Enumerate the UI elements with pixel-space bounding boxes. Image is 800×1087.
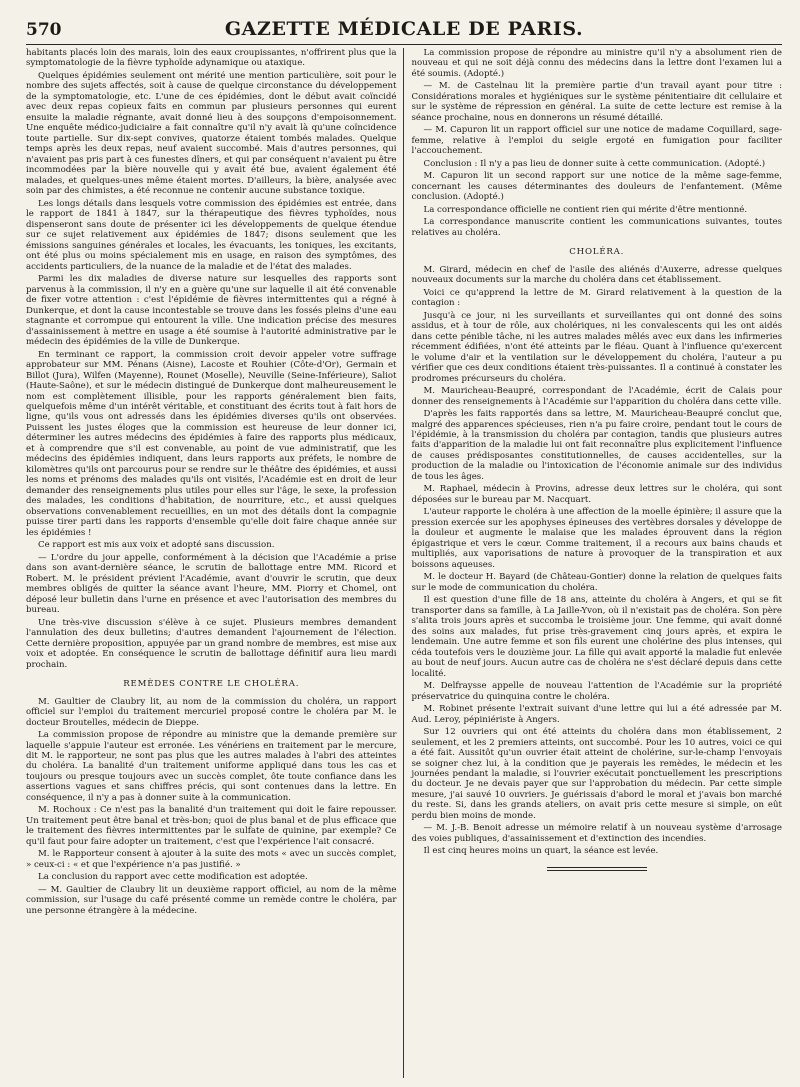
section-title-cholera: CHOLÉRA. bbox=[569, 247, 625, 258]
paragraph: Il est question d'une fille de 18 ans, atteinte du choléra à Angers, et qui se fit transporter dans sa famille, à La Jaille-Yvon, où il n'existait pas de choléra. Son père s'alita trois jours après et succomba le troisième jour. Une femme, qui avait donné des soins aux malades, fut prise très-gravement cinq jours après, et expira le lendemain. Une autre femme et son fils eurent une cholérine des plus intenses, qui céda toutefois vers le douzième jour. La fille qui avait apporté la maladie fut enlevée au bout de neuf jours. Aucun autre cas de choléra ne s'est déclaré depuis dans cette localité. bbox=[411, 595, 782, 679]
paragraph: M. Girard, médecin en chef de l'asile des aliénés d'Auxerre, adresse quelques nouveaux documents sur la marche du choléra dans cet établissement. bbox=[411, 264, 782, 286]
paragraph: M. Mauricheau-Beaupré, correspondant de l'Académie, écrit de Calais pour donner des renseignements à l'Académie sur l'apparition du choléra dans cette ville. bbox=[411, 386, 782, 407]
paragraph: Conclusion : Il n'y a pas lieu de donner suite à cette communication. (Adopté.) bbox=[423, 158, 766, 169]
paragraph: — L'ordre du jour appelle, conformément à la décision que l'Académie a prise dans son avant-dernière séance, le scrutin de ballottage entre MM. Ricord et Robert. M. le président prévient l'Académie, avant d'ouvrir le scrutin, que deux membres obligés de quitter la séance avant l'heure, MM. Piorry et Chomel, ont déposé leur bulletin dans l'urne en présence et avec l'autorisation des membres du bureau. bbox=[26, 552, 397, 616]
paragraph: — M. de Castelnau lit la première partie d'un travail ayant pour titre : Considérations morales et hygiéniques sur le système pénitentiaire dit cellulaire et sur le système de répression en général. La suite de cette lecture est remise à la séance prochaine, nous en donnerons un résumé détaillé. bbox=[411, 81, 782, 123]
journal-title: GAZETTE MÉDICALE DE PARIS. bbox=[224, 18, 584, 40]
paragraph: L'auteur rapporte le choléra à une affection de la moelle épinière; il assure que la pression exercée sur les apophyses épineuses des vertèbres dorsales y développe de la douleur et augmente le malaise que les malades éprouvent dans la région épigastrique et vers le cœur. Comme traitement, il a recours aux bains chauds et multipliés, aux vaporisations de nature à provoquer de la transpiration et aux boissons aqueuses. bbox=[411, 507, 782, 570]
paragraph: La commission propose de répondre au ministre que la demande première sur laquelle s'appuie l'auteur est erronée. Les vénériens en traitement par le mercure, dit M. le rapporteur, ne sont pas plus que les autres malades à l'abri des atteintes du choléra. La banalité d'un traitement uniforme appliqué dans tous les cas et toujours ou presque toujours avec un succès complet, ôte toute confiance dans les assertions vagues et sans chiffres précis, qui sont contenues dans la lettre. En conséquence, il n'y a pas à donner suite à la communication. bbox=[26, 730, 397, 803]
paragraph: — M. J.-B. Benoit adresse un mémoire relatif à un nouveau système d'arrosage des voies publiques, d'assainissement et d'extinction des incendies. bbox=[411, 823, 782, 844]
section-title-remedes: REMÈDES CONTRE LE CHOLÉRA. bbox=[123, 679, 300, 690]
paragraph: Jusqu'à ce jour, ni les surveillants et surveillantes qui ont donné des soins assidus, et à tour de rôle, aux cholériques, ni les convalescents qui les ont aidés dans cette pénible tâche, ni les autres malades mêlés avec eux dans les infirmeries récemment édifiées, n'ont été atteints par le fléau. Quant à l'influence qu'exercent le volume d'air et la ventilation sur le développement du choléra, l'auteur a pu vérifier que ces deux conditions étaient très-puissantes. Il a continué à constater les prodromes précurseurs du choléra. bbox=[411, 310, 782, 384]
paragraph: M. le Rapporteur consent à ajouter à la suite des mots « avec un succès complet, » ceux-ci : « et que l'expérience n'a pas justifié. » bbox=[26, 849, 397, 870]
page-number: 570 bbox=[26, 20, 62, 40]
paragraph: Il est cinq heures moins un quart, la séance est levée. bbox=[423, 846, 659, 857]
paragraph: habitants placés loin des marais, loin des eaux croupissantes, n'offrirent plus que la symptomatologie de la fièvre typhoïde adynamique ou ataxique. bbox=[26, 48, 397, 69]
article-columns bbox=[26, 48, 782, 1078]
right-column bbox=[404, 48, 783, 1078]
paragraph: — M. Gaultier de Claubry lit un deuxième rapport officiel, au nom de la même commission, sur l'usage du café présenté comme un remède contre le choléra, par une personne étrangère à la médecine. bbox=[26, 884, 397, 916]
paragraph: M. Delfraysse appelle de nouveau l'attention de l'Académie sur la propriété préservatrice du quinquina contre le choléra. bbox=[411, 681, 782, 702]
paragraph: En terminant ce rapport, la commission croit devoir appeler votre suffrage approbateur sur MM. Pénans (Aisne), Lacoste et Rouhier (Côte-d'Or), Germain et Billot (Jura), Wilfen (Mayenne), Rounet (Moselle), Neuville (Seine-Inférieure), Saliot (Haute-Saône), et sur le médecin distingué de Dunkerque dont malheureusement le nom est complètement illisible, pour les rapports généralement bien faits, quelquefois même d'un intérêt véritable, et constituant des écrits tout à fait hors de ligne, qu'ils vous ont adressés dans les épidémies diverses qu'ils ont observées. Puissent les justes éloges que la commission est heureuse de leur donner ici, déterminer les autres médecins des épidémies à faire des rapports plus médicaux, et à comprendre que s'il est convenable, au point de vue administratif, que les médecins des épidémies indiquent, dans leurs rapports aux préfets, le nombre de kilomètres qu'ils ont parcourus pour se rendre sur le théâtre des épidémies, et aussi les noms et prénoms des malades qu'ils ont visités, l'Académie est en droit de leur demander des renseignements plus utiles pour elles sur l'âge, le sexe, la profession des malades, les conditions d'habitation, de nourriture, etc., et aussi quelques observations convenablement recueillies, en un mot des détails dont la compagnie puisse tirer parti dans les rapports d'ensemble qu'elle doit faire chaque année sur les épidémies ! bbox=[26, 349, 397, 538]
paragraph: La correspondance officielle ne contient rien qui mérite d'être mentionné. bbox=[423, 204, 748, 215]
end-rule bbox=[547, 870, 647, 871]
paragraph: La commission propose de répondre au ministre qu'il n'y a absolument rien de nouveau et qui ne soit déjà connu des médecins dans la lettre dont l'examen lui a été soumis. (Adopté.) bbox=[411, 48, 782, 79]
paragraph: M. le docteur H. Bayard (de Château-Gontier) donne la relation de quelques faits sur le mode de communication du choléra. bbox=[411, 572, 782, 593]
paragraph: Ce rapport est mis aux voix et adopté sans discussion. bbox=[38, 540, 275, 551]
left-column bbox=[26, 48, 403, 1078]
paragraph: M. Raphael, médecin à Provins, adresse deux lettres sur le choléra, qui sont déposées sur le bureau par M. Nacquart. bbox=[411, 484, 782, 505]
paragraph: Parmi les dix maladies de diverse nature sur lesquelles des rapports sont parvenus à la commission, il n'y en a guère qu'une sur laquelle il ait été convenable de fixer votre attention : c'est l'épidémie de fièvres intermittentes qui a régné à Dunkerque, et dont la cause incontestable se trouve dans les fossés pleins d'une eau stagnante et corrompue qui entourent la ville. Une indication précise des mesures d'assainissement à mettre en usage a été soumise à l'autorité administrative par le médecin des épidémies de la ville de Dunkerque. bbox=[26, 274, 397, 348]
paragraph: M. Capuron lit un second rapport sur une notice de la même sage-femme, concernant les causes déterminantes des douleurs de l'enfantement. (Même conclusion. (Adopté.) bbox=[411, 171, 782, 203]
paragraph: Les longs détails dans lesquels votre commission des épidémies est entrée, dans le rapport de 1841 à 1847, sur la thérapeutique des fièvres typhoïdes, nous dispenseront sans doute de présenter ici les développements de quelque étendue sur ce sujet relativement aux épidémies de 1847; disons seulement que les émissions sanguines générales et locales, les évacuants, les toniques, les excitants, ont été plus ou moins spécialement mis en usage, en raison des symptômes, des accidents particuliers, de la nuance de la maladie et de l'état des malades. bbox=[26, 198, 397, 272]
page-header bbox=[26, 14, 782, 45]
paragraph: Quelques épidémies seulement ont mérité une mention particulière, soit pour le nombre des sujets affectés, soit à cause de quelque circonstance du développement de la symptomatologie, etc. L'une de ces épidémies, dont le début avait coïncidé avec deux repas copieux faits en commun par plusieurs personnes qui eurent ensuite la maladie régnante, avait donné lieu à des soupçons d'empoisonnement. Une enquête médico-judiciaire a fait connaître qu'il n'y avait là qu'une coïncidence toute partielle. Sur dix-sept convives, quatorze étaient tombés malades. Quelque temps après les deux repas, neuf avaient succombé. Mais d'autres personnes, qui n'avaient pas pris part à ces funestes dîners, et qui par conséquent n'avaient pu être incommodées par la bière nouvelle qui y avait été bue, avaient également été malades, et quelques-unes même étaient mortes. D'ailleurs, la bière, analysée avec soin par des chimistes, a été reconnue ne contenir aucune substance toxique. bbox=[26, 70, 397, 197]
paragraph: M. Robinet présente l'extrait suivant d'une lettre qui lui a été adressée par M. Aud. Leroy, pépiniériste à Angers. bbox=[411, 704, 782, 725]
paragraph: Voici ce qu'apprend la lettre de M. Girard relativement à la question de la contagion : bbox=[411, 287, 782, 309]
paragraph: M. Gaultier de Claubry lit, au nom de la commission du choléra, un rapport officiel sur l'emploi du traitement mercuriel proposé contre le choléra par M. le docteur Broutelles, médecin de Dieppe. bbox=[26, 696, 397, 728]
paragraph: — M. Capuron lit un rapport officiel sur une notice de madame Coquillard, sage-femme, relative à l'emploi du seigle ergoté en fumigation pour faciliter l'accouchement. bbox=[411, 125, 782, 157]
paragraph: M. Rochoux : Ce n'est pas la banalité d'un traitement qui doit le faire repousser. Un traitement peut être banal et très-bon; quoi de plus banal et de plus efficace que le traitement des fièvres intermittentes par le sulfate de quinine, par exemple? Ce qu'il faut pour faire adopter un traitement, c'est que l'expérience l'ait consacré. bbox=[26, 805, 397, 847]
paragraph: Une très-vive discussion s'élève à ce sujet. Plusieurs membres demandent l'annulation des deux bulletins; d'autres demandent l'ajournement de l'élection. Cette dernière proposition, appuyée par un grand nombre de membres, est mise aux voix et adoptée. En conséquence le scrutin de ballottage définitif aura lieu mardi prochain. bbox=[26, 617, 397, 670]
paragraph: La conclusion du rapport avec cette modification est adoptée. bbox=[38, 872, 308, 883]
paragraph: D'après les faits rapportés dans sa lettre, M. Mauricheau-Beaupré conclut que, malgré des apparences spécieuses, rien n'a pu faire croire, pendant tout le cours de l'épidémie, à la transmission du choléra par contagion, tandis que plusieurs autres faits d'apparition de la maladie lui ont fait reconnaître plus explicitement l'influence de causes prédisposantes constitutionnelles, de causes accidentelles, sur la production de la maladie ou l'intoxication de l'économie animale sur des individus de tous les âges. bbox=[411, 409, 782, 482]
paragraph: Sur 12 ouvriers qui ont été atteints du choléra dans mon établissement, 2 seulement, et les 2 premiers atteints, ont succombé. Pour les 10 autres, voici ce qui a été fait. Aussitôt qu'un ouvrier était atteint de cholérine, sur-le-champ l'envoyais se soigner chez lui, à la condition que je payerais les remèdes, le médecin et les journées pendant la maladie, si l'ouvrier exécutait ponctuellement les prescriptions du docteur. Je ne devais payer que sur l'approbation du médecin. Par cette simple mesure, j'ai sauvé 10 ouvriers. Je guérissais d'abord le moral et j'avais bon marché du reste. Si, dans les grands ateliers, on avait pris cette mesure si simple, on eût perdu bien moins de monde. bbox=[411, 727, 782, 821]
end-rule bbox=[547, 867, 647, 868]
paragraph: La correspondance manuscrite contient les communications suivantes, toutes relatives au choléra. bbox=[411, 217, 782, 238]
